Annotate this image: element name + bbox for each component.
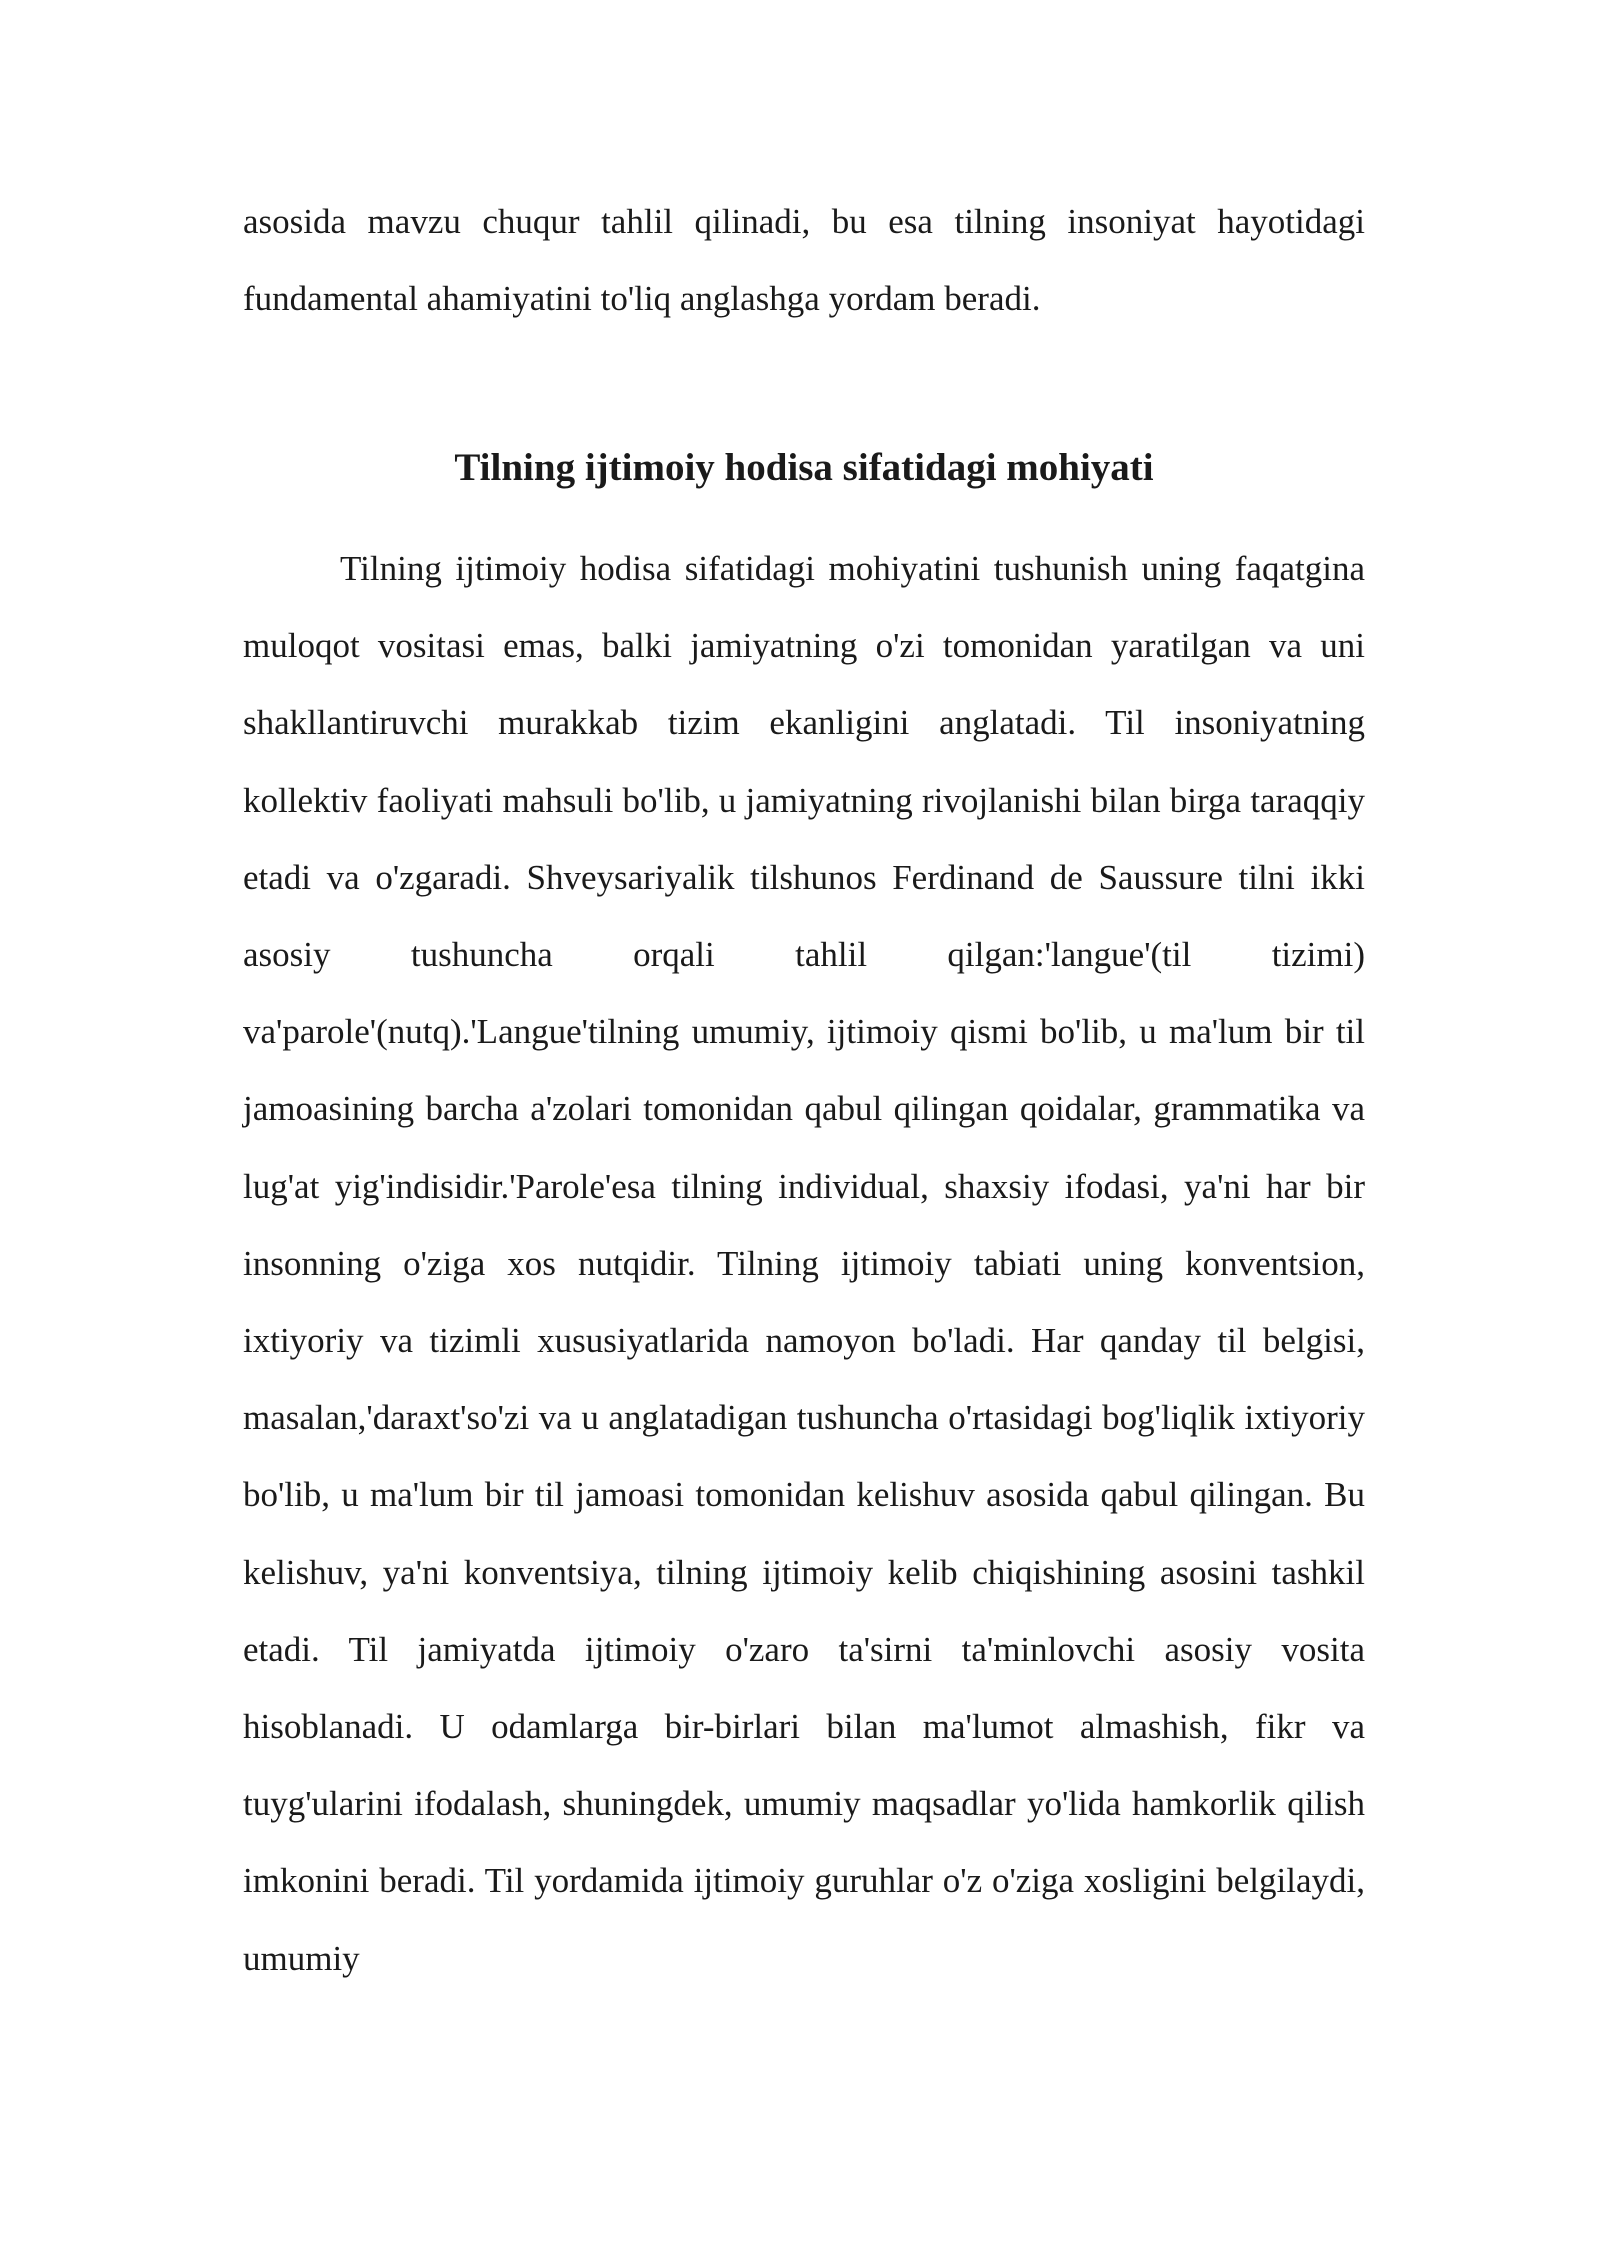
intro-paragraph: asosida mavzu chuqur tahlil qilinadi, bu esa tilning insoniyat hayotidagi fundamental ahamiyatini to'liq anglashga yordam beradi. bbox=[243, 202, 1365, 319]
intro-paragraph-block bbox=[243, 183, 1365, 337]
section-paragraph-block bbox=[243, 530, 1365, 1997]
section-paragraph: Tilning ijtimoiy hodisa sifatidagi mohiyatini tushunish uning faqatgina muloqot vositasi emas, balki jamiyatning o'zi tomonidan yaratilgan va uni shakllantiruvchi murakkab tizim ekanligini anglatadi. Til insoniyatning kollektiv faoliyati mahsuli bo'lib, u jamiyatning rivojlanishi bilan birga taraqqiy etadi va o'zgaradi. Shveysariyalik tilshunos Ferdinand de Saussure tilni ikki asosiy tushuncha orqali tahlil qilgan:'langue'(til tizimi) va'parole'(nutq).'Langue'tilning umumiy, ijtimoiy qismi bo'lib, u ma'lum bir til jamoasining barcha a'zolari tomonidan qabul qilingan qoidalar, grammatika va lug'at yig'indisidir.'Parole'esa tilning individual, shaxsiy ifodasi, ya'ni har bir insonning o'ziga xos nutqidir. Tilning ijtimoiy tabiati uning konventsion, ixtiyoriy va tizimli xususiyatlarida namoyon bo'ladi. Har qanday til belgisi, masalan,'daraxt'so'zi va u anglatadigan tushuncha o'rtasidagi bog'liqlik ixtiyoriy bo'lib, u ma'lum bir til jamoasi tomonidan kelishuv asosida qabul qilingan. Bu kelishuv, ya'ni konventsiya, tilning ijtimoiy kelib chiqishining asosini tashkil etadi. Til jamiyatda ijtimoiy o'zaro ta'sirni ta'minlovchi asosiy vosita hisoblanadi. U odamlarga bir-birlari bilan ma'lumot almashish, fikr va tuyg'ularini ifodalash, shuningdek, umumiy maqsadlar yo'lida hamkorlik qilish imkonini beradi. Til yordamida ijtimoiy guruhlar o'z o'ziga xosligini belgilaydi, umumiy bbox=[243, 549, 1365, 1978]
section-heading: Tilning ijtimoiy hodisa sifatidagi mohiyati bbox=[454, 446, 1154, 489]
